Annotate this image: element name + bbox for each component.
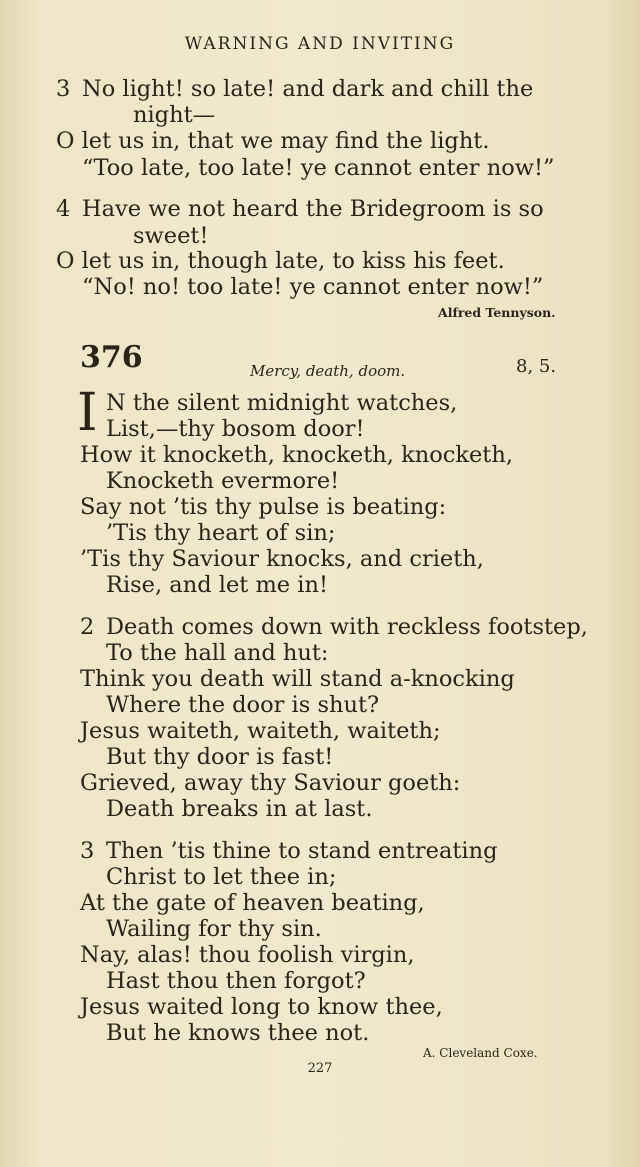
verse-line: To the hall and hut:: [106, 640, 329, 666]
stanza-number: 3: [80, 838, 95, 864]
verse-line: Jesus waiteth, waiteth, waiteth;: [80, 718, 441, 744]
verse-line: Grieved, away thy Saviour goeth:: [80, 770, 461, 796]
verse-line: N the silent midnight watches,: [106, 390, 458, 416]
verse-line: Rise, and let me in!: [106, 572, 329, 598]
verse-line: Knocketh evermore!: [106, 468, 340, 494]
verse-line: How it knocketh, knocketh, knocketh,: [80, 442, 513, 468]
verse-line: ’Tis thy Saviour knocks, and crieth,: [80, 546, 484, 572]
verse-line: Nay, alas! thou foolish virgin,: [80, 942, 415, 968]
verse-line: But he knows thee not.: [106, 1020, 370, 1046]
verse-line: Christ to let thee in;: [106, 864, 337, 890]
verse-line: Where the door is shut?: [106, 692, 380, 718]
verse-line: Hast thou then forgot?: [106, 968, 366, 994]
verse-line: “Too late, too late! ye cannot enter now!”: [82, 155, 555, 181]
hymn-number: 376: [80, 340, 143, 375]
author-attribution: Alfred Tennyson.: [438, 305, 556, 320]
verse-line: sweet!: [133, 223, 209, 249]
verse-line: Death breaks in at last.: [106, 796, 373, 822]
drop-cap: I: [77, 383, 98, 443]
verse-line: Then ’tis thine to stand entreating: [106, 838, 498, 864]
verse-line: List,—thy bosom door!: [106, 416, 365, 442]
page-number: 227: [307, 1061, 333, 1076]
verse-line: O let us in, that we may find the light.: [56, 128, 490, 154]
verse-line: O let us in, though late, to kiss his feet.: [56, 248, 505, 274]
stanza-number: 3: [56, 76, 71, 102]
verse-line: Jesus waited long to know thee,: [80, 994, 443, 1020]
verse-line: Think you death will stand a-knocking: [80, 666, 515, 692]
stanza-number: 2: [80, 614, 95, 640]
verse-line: At the gate of heaven beating,: [80, 890, 425, 916]
verse-line: “No! no! too late! ye cannot enter now!”: [82, 274, 544, 300]
author-attribution: A. Cleveland Coxe.: [423, 1046, 538, 1060]
verse-line: No light! so late! and dark and chill the: [82, 76, 534, 102]
verse-line: But thy door is fast!: [106, 744, 334, 770]
verse-line: Say not ’tis thy pulse is beating:: [80, 494, 447, 520]
running-header: WARNING AND INVITING: [184, 34, 456, 54]
stanza-number: 4: [56, 196, 71, 222]
hymn-theme: Mercy, death, doom.: [250, 362, 406, 380]
verse-line: Wailing for thy sin.: [106, 916, 322, 942]
verse-line: Death comes down with reckless footstep,: [106, 614, 588, 640]
verse-line: ’Tis thy heart of sin;: [106, 520, 336, 546]
verse-line: night—: [133, 102, 216, 128]
verse-line: Have we not heard the Bridegroom is so: [82, 196, 544, 222]
hymn-meter: 8, 5.: [516, 356, 557, 377]
